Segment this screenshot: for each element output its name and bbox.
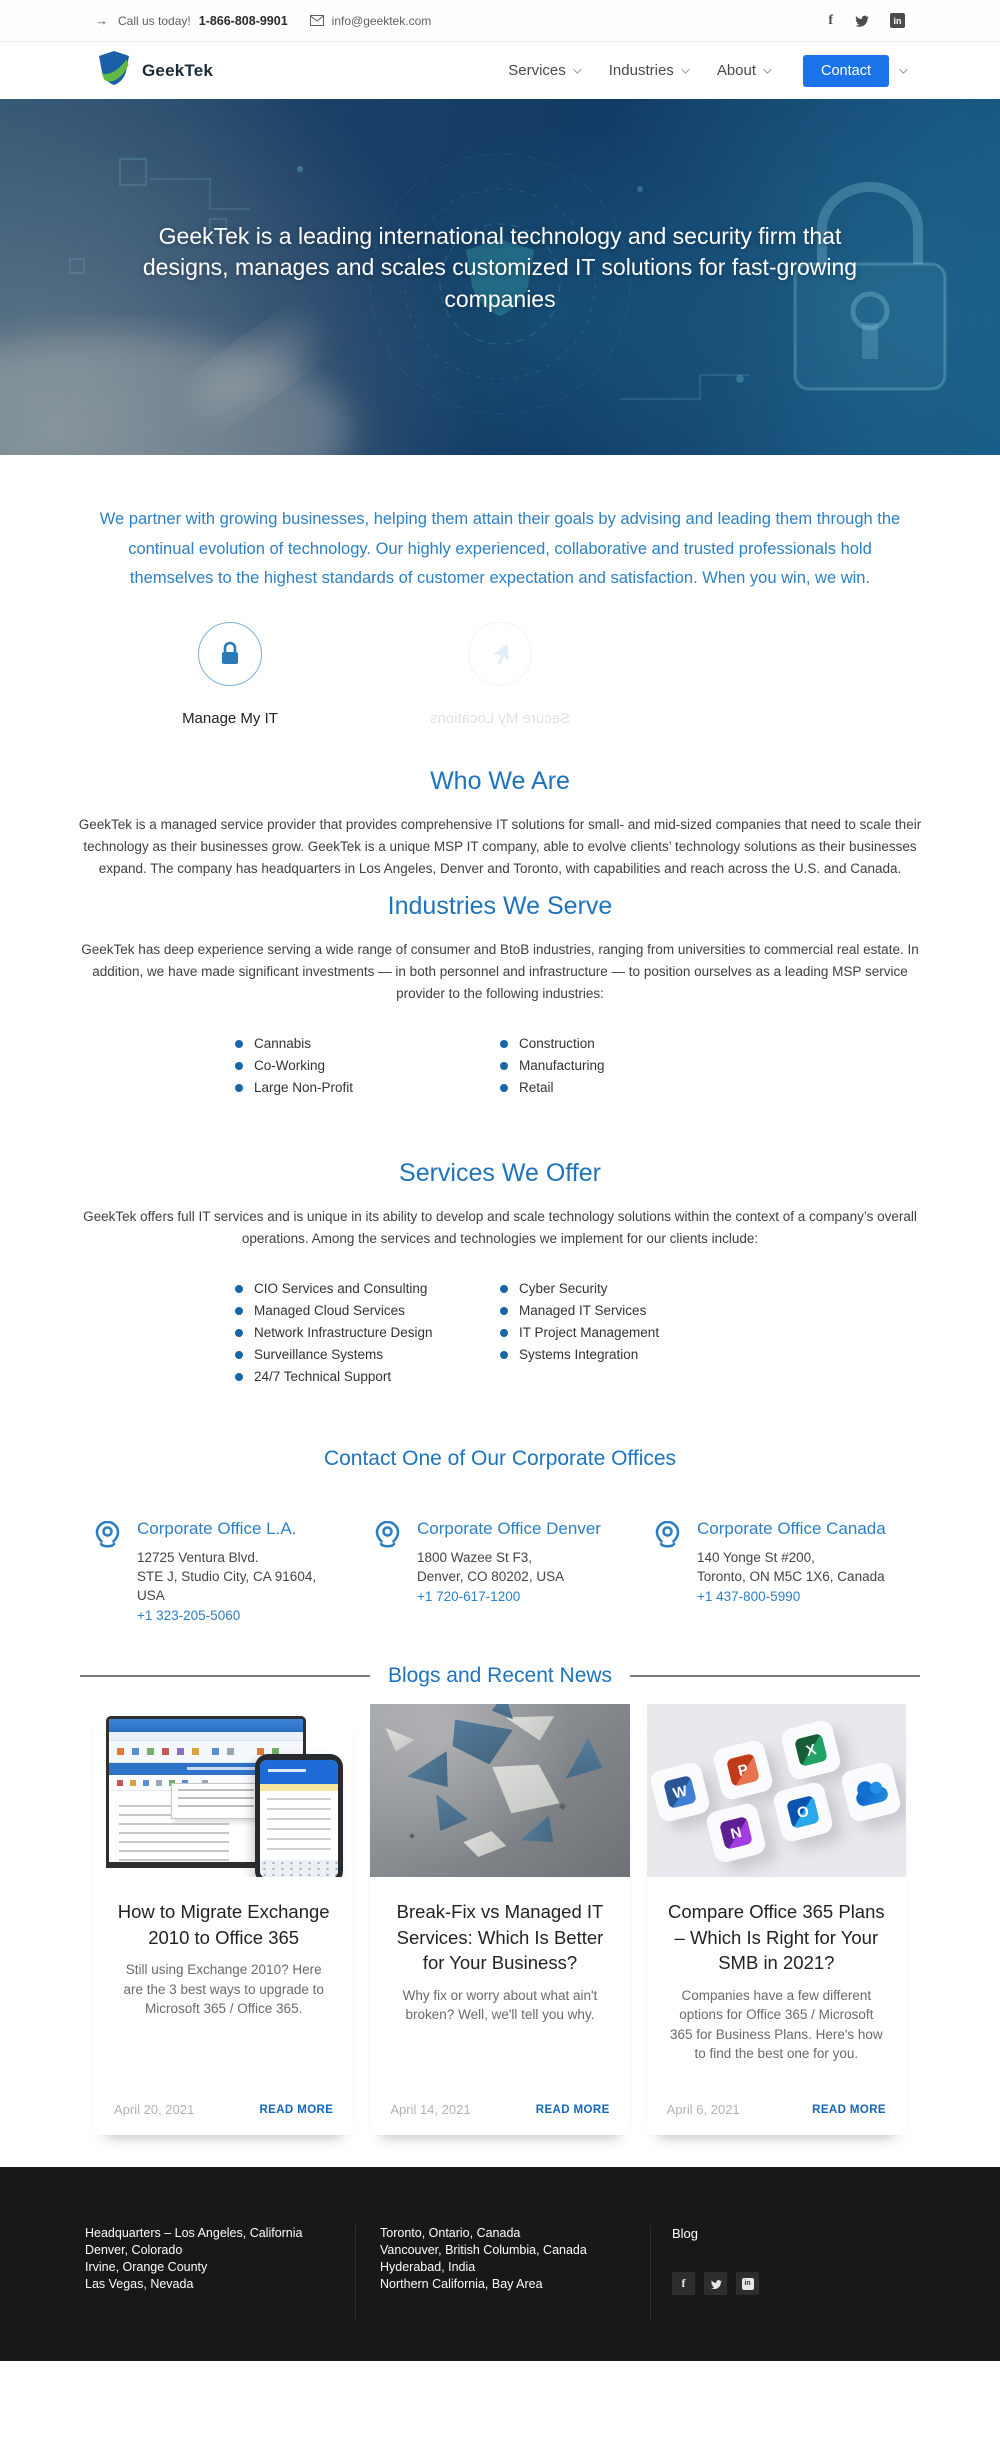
blog-image-office365-tiles (647, 1704, 906, 1877)
feature-manage-my-it[interactable] (95, 622, 365, 727)
footer-location: Toronto, Ontario, Canada (380, 2226, 521, 2241)
call-us-label: Call us today! (118, 13, 191, 28)
onenote-icon: N (719, 1816, 753, 1850)
footer-social-links (672, 2272, 759, 2295)
footer (0, 2167, 1000, 2361)
section-heading: Industries We Serve (387, 892, 613, 921)
footer-location: Irvine, Orange County (85, 2260, 208, 2275)
word-icon: W (663, 1775, 697, 1809)
powerpoint-icon: P (726, 1753, 760, 1787)
list-item: Managed Cloud Services (235, 1300, 500, 1322)
bullet-dot-icon (235, 1062, 243, 1070)
chevron-down-icon (681, 65, 689, 73)
map-pin-icon (375, 1521, 400, 1625)
bullet-dot-icon (500, 1084, 508, 1092)
blog-excerpt: Still using Exchange 2010? Here are the 3 best ways to upgrade to Microsoft 365 / Office 365. (123, 1962, 324, 2017)
linkedin-icon[interactable]: in (890, 13, 905, 28)
blog-section (0, 1625, 1000, 2167)
hero-heading: GeekTek is a leading international technology and security firm that designs, manages and scales customized IT solutions for fast-growing companies (142, 223, 858, 312)
bullet-dot-icon (235, 1329, 243, 1337)
contact-button[interactable]: Contact (803, 55, 889, 87)
chevron-down-icon (573, 65, 581, 73)
section-heading: Contact One of Our Corporate Offices (323, 1447, 677, 1471)
blog-date: April 20, 2021 (114, 2102, 195, 2118)
arrow-right-icon: → (95, 13, 108, 28)
list-item: Network Infrastructure Design (235, 1322, 500, 1344)
twitter-icon[interactable] (704, 2272, 727, 2295)
read-more-link[interactable]: READ MORE (812, 2103, 886, 2116)
nav-item-about[interactable]: About (717, 62, 769, 79)
section-heading: Who We Are (430, 767, 570, 796)
blog-card-breakfix-vs-managed[interactable] (370, 1704, 629, 2135)
office-card-denver (375, 1519, 625, 1625)
navbar (0, 42, 1000, 99)
office-address: 1800 Wazee St F3, Denver, CO 80202, USA (417, 1550, 565, 1585)
bullet-dot-icon (500, 1351, 508, 1359)
feature-label: Manage My IT (182, 710, 278, 728)
footer-location: Vancouver, British Columbia, Canada (380, 2243, 587, 2258)
blog-title[interactable]: Break-Fix vs Managed IT Services: Which Is Better for Your Business? (396, 1901, 604, 1974)
divider-line (80, 1675, 370, 1677)
footer-blog-link[interactable]: Blog (672, 2226, 699, 2242)
read-more-link[interactable]: READ MORE (535, 2103, 610, 2116)
twitter-icon[interactable] (854, 14, 869, 27)
office-title: Corporate Office Denver (417, 1519, 601, 1539)
footer-locations-intl (355, 2225, 650, 2321)
list-item: Cyber Security (500, 1278, 765, 1300)
services-list (235, 1278, 765, 1388)
bullet-dot-icon (235, 1373, 243, 1381)
feature-empty-slot (635, 622, 905, 727)
who-we-are-paragraph: GeekTek is a managed service provider that provides comprehensive IT solutions for small- and mid-sized companies that need to scale their technology as their businesses grow. GeekTek is a unique MSP IT company, able to evolve clients’ technology solutions as their businesses expand. The company has headquarters in Los Angeles, Denver and Toronto, with capabilities and reach across the U.S. and Canada. (78, 817, 922, 877)
industries-paragraph: GeekTek has deep experience serving a wide range of consumer and BtoB industries, ranging from universities to commercial real estate. In addition, we have made significant investments — in both personnel and infrastructure — to position ourselves as a leading MSP service provider to the following industries: (81, 942, 919, 1002)
services-section (0, 1099, 1000, 1388)
facebook-icon[interactable]: f (828, 12, 833, 28)
intro-section (0, 455, 1000, 751)
blog-date: April 14, 2021 (390, 2102, 471, 2118)
topbar-social-links (828, 13, 905, 29)
list-item: Systems Integration (500, 1344, 765, 1366)
blog-card-exchange-migration[interactable] (94, 1704, 353, 2135)
list-item: Managed IT Services (500, 1300, 765, 1322)
office-phone-link[interactable]: +1 720-617-1200 (417, 1589, 521, 1605)
industries-section (0, 880, 1000, 1099)
divider-line (630, 1675, 920, 1677)
footer-blog-column (650, 2225, 759, 2321)
office-phone-link[interactable]: +1 437-800-5990 (697, 1589, 801, 1605)
list-item: IT Project Management (500, 1322, 765, 1344)
footer-locations-us (85, 2225, 355, 2293)
blog-date: April 6, 2021 (666, 2102, 740, 2118)
list-item: Retail (500, 1077, 765, 1099)
list-item: 24/7 Technical Support (235, 1366, 500, 1388)
bullet-dot-icon (500, 1329, 508, 1337)
nav-item-services[interactable]: Services (508, 62, 579, 79)
outlook-icon: O (786, 1795, 820, 1829)
blog-excerpt: Companies have a few different options for Office 365 / Microsoft 365 for Business Plans. Here's how to find the best one for you. (669, 1987, 883, 2062)
footer-location: Northern California, Bay Area (380, 2277, 543, 2292)
feature-secure-my-locations[interactable] (365, 622, 635, 727)
feature-links (95, 622, 905, 727)
bullet-dot-icon (235, 1285, 243, 1293)
bullet-dot-icon (500, 1285, 508, 1293)
email-link[interactable]: info@geektek.com (331, 13, 432, 28)
office-address: 140 Yonge St #200, Toronto, ON M5C 1X6, Canada (697, 1550, 885, 1585)
envelope-icon (310, 15, 324, 26)
blog-title[interactable]: How to Migrate Exchange 2010 to Office 365 (117, 1901, 330, 1948)
main-menu (508, 55, 905, 87)
office-card-canada (655, 1519, 905, 1625)
read-more-link[interactable]: READ MORE (259, 2103, 334, 2116)
cursor-icon (489, 642, 511, 666)
logo[interactable] (95, 49, 213, 92)
chevron-down-icon (899, 65, 907, 73)
blog-image-broken-plate (370, 1704, 629, 1877)
list-item: Large Non-Profit (235, 1077, 500, 1099)
bullet-dot-icon (235, 1351, 243, 1359)
bullet-dot-icon (500, 1040, 508, 1048)
map-pin-icon (655, 1521, 680, 1625)
onedrive-icon (854, 1785, 889, 1807)
list-item: Co-Working (235, 1055, 500, 1077)
bullet-dot-icon (235, 1040, 243, 1048)
list-item: Cannabis (235, 1033, 500, 1055)
chevron-down-icon (763, 65, 771, 73)
industries-list (235, 1033, 765, 1099)
nav-item-industries[interactable]: Industries (609, 62, 687, 79)
linkedin-icon[interactable]: in (736, 2272, 759, 2295)
lock-icon (219, 641, 241, 667)
office-phone-link[interactable]: +1 323-205-5060 (137, 1608, 241, 1624)
bullet-dot-icon (235, 1084, 243, 1092)
facebook-icon[interactable]: f (672, 2272, 695, 2295)
bullet-dot-icon (235, 1307, 243, 1315)
office-address: 12725 Ventura Blvd. STE J, Studio City, CA 91604, USA (137, 1550, 317, 1604)
footer-location: Hyderabad, India (380, 2260, 476, 2275)
topbar (0, 0, 1000, 42)
excel-icon: X (794, 1733, 828, 1767)
section-heading: Blogs and Recent News (387, 1664, 613, 1688)
footer-location: Headquarters – Los Angeles, California (85, 2226, 303, 2241)
offices-section (0, 1388, 1000, 1625)
brand-name: GeekTek (142, 60, 214, 80)
blog-card-office365-plans[interactable] (647, 1704, 906, 2135)
section-heading: Services We Offer (399, 1159, 601, 1188)
who-we-are-section (0, 751, 1000, 880)
intro-paragraph: We partner with growing businesses, helping them attain their goals by advising and leading them through the continual evolution of technology. Our highly experienced, collaborative and trusted professionals hold themselves to the highest standards of customer expectation and satisfaction. When you win, we win. (99, 510, 901, 588)
feature-label: Secure My Locations (429, 710, 571, 728)
list-item: Surveillance Systems (235, 1344, 500, 1366)
geektek-shield-icon (95, 49, 133, 92)
bullet-dot-icon (500, 1062, 508, 1070)
blog-excerpt: Why fix or worry about what ain't broken? Well, we'll tell you why. (402, 1987, 598, 2023)
footer-location: Denver, Colorado (85, 2243, 183, 2258)
list-item: Manufacturing (500, 1055, 765, 1077)
office-title: Corporate Office Canada (697, 1519, 886, 1539)
list-item: Construction (500, 1033, 765, 1055)
footer-location: Las Vegas, Nevada (85, 2277, 194, 2292)
phone-number[interactable]: 1-866-808-9901 (198, 13, 288, 28)
hero-banner (0, 99, 1000, 455)
bullet-dot-icon (500, 1307, 508, 1315)
services-paragraph: GeekTek offers full IT services and is unique in its ability to develop and scale technology solutions within the context of a company’s overall operations. Among the services and technologies we implement for our clients include: (83, 1209, 917, 1247)
office-title: Corporate Office L.A. (137, 1519, 297, 1539)
blog-image-outlook-screens (94, 1704, 353, 1877)
office-card-la (95, 1519, 345, 1625)
list-item: CIO Services and Consulting (235, 1278, 500, 1300)
map-pin-icon (95, 1521, 120, 1625)
blog-title[interactable]: Compare Office 365 Plans – Which Is Right for Your SMB in 2021? (668, 1901, 885, 1974)
